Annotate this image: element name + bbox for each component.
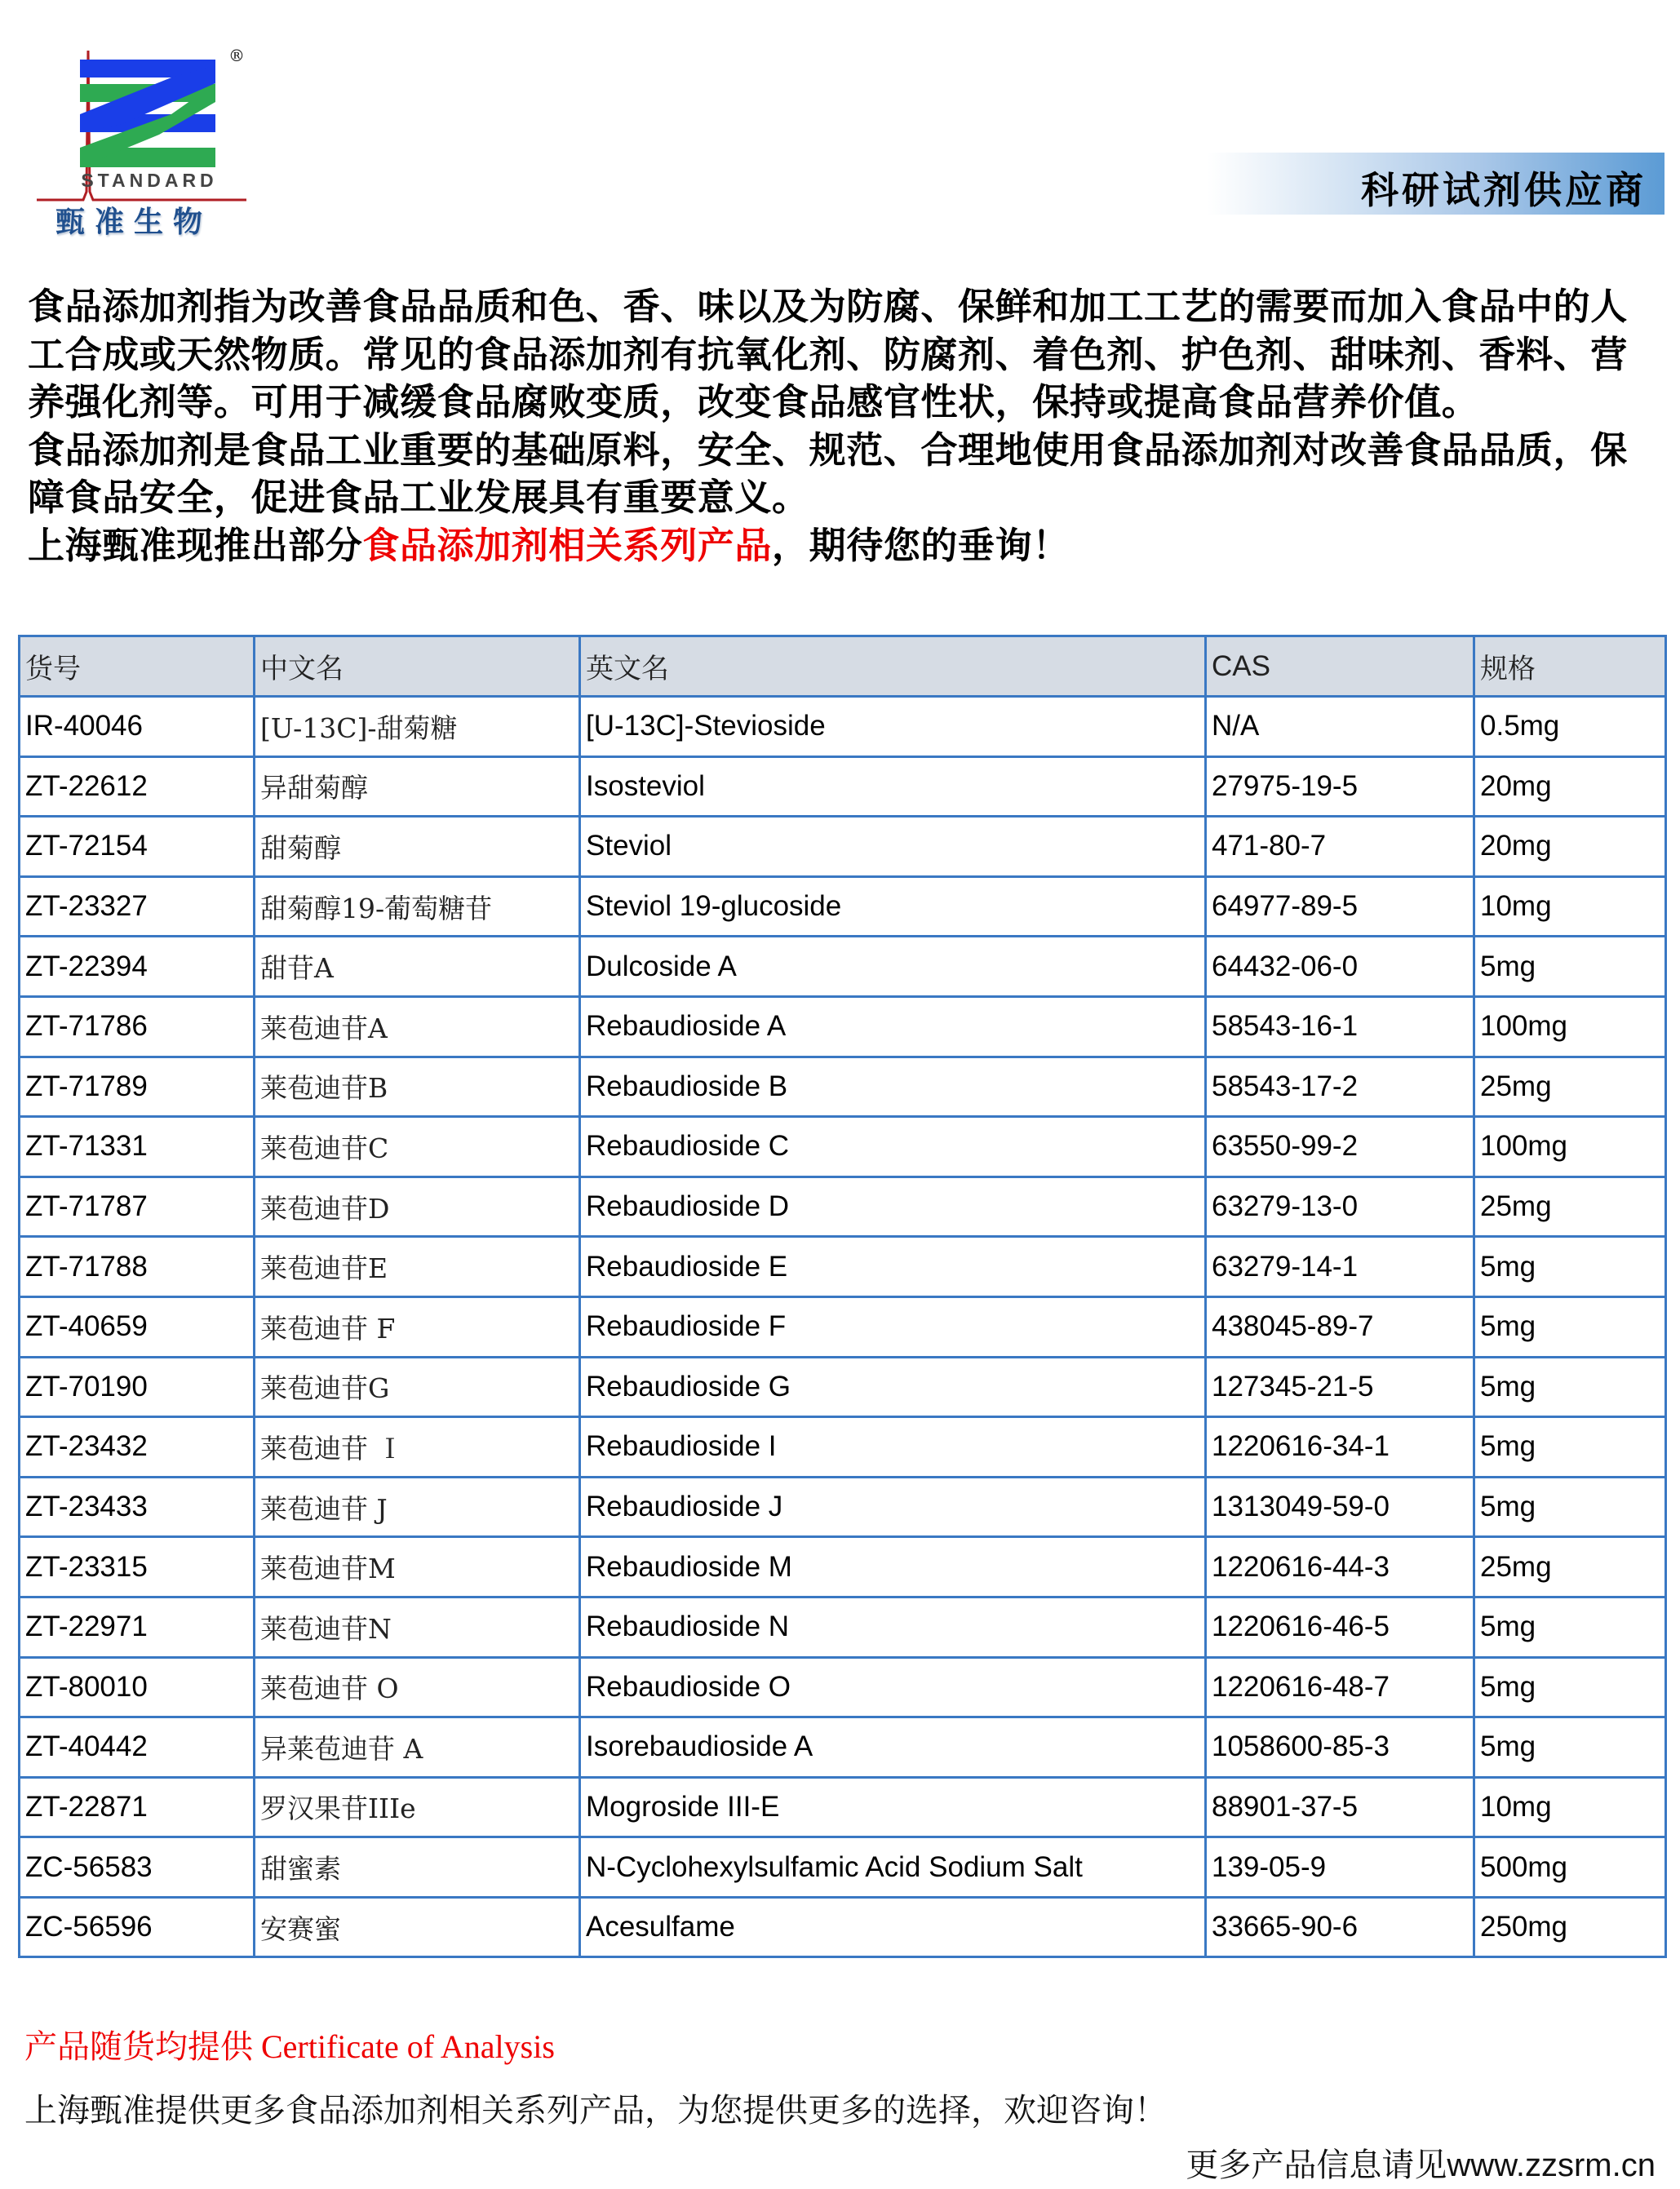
cell-chinese-name: 莱苞迪苷D <box>255 1176 580 1237</box>
cell-spec: 500mg <box>1474 1837 1666 1898</box>
cell-cas: 27975-19-5 <box>1206 756 1474 817</box>
cell-english-name: Rebaudioside E <box>580 1237 1206 1297</box>
cell-spec: 20mg <box>1474 756 1666 817</box>
cell-english-name: Rebaudioside J <box>580 1477 1206 1537</box>
cell-catalog-no: ZT-71331 <box>20 1117 255 1177</box>
header-catalog-no: 货号 <box>20 636 255 697</box>
cell-english-name: Mogroside III-E <box>580 1777 1206 1837</box>
cell-english-name: N-Cyclohexylsulfamic Acid Sodium Salt <box>580 1837 1206 1898</box>
cell-spec: 100mg <box>1474 996 1666 1057</box>
cell-cas: 1313049-59-0 <box>1206 1477 1474 1537</box>
cell-catalog-no: ZC-56596 <box>20 1897 255 1957</box>
table-row <box>20 1237 1666 1297</box>
cell-spec: 5mg <box>1474 1717 1666 1778</box>
cell-english-name: Rebaudioside G <box>580 1357 1206 1417</box>
cell-chinese-name: 异莱苞迪苷 A <box>255 1717 580 1778</box>
cell-spec: 5mg <box>1474 1657 1666 1717</box>
cell-chinese-name: 甜菊醇 <box>255 817 580 877</box>
cell-spec: 20mg <box>1474 817 1666 877</box>
cell-catalog-no: ZT-22971 <box>20 1597 255 1657</box>
cell-english-name: Rebaudioside A <box>580 996 1206 1057</box>
cell-english-name: Rebaudioside I <box>580 1417 1206 1478</box>
cell-cas: 1220616-46-5 <box>1206 1597 1474 1657</box>
cell-chinese-name: 莱苞迪苷G <box>255 1357 580 1417</box>
cell-catalog-no: ZT-22612 <box>20 756 255 817</box>
cell-spec: 0.5mg <box>1474 697 1666 757</box>
cell-catalog-no: ZT-23433 <box>20 1477 255 1537</box>
cell-catalog-no: ZT-22871 <box>20 1777 255 1837</box>
cell-spec: 5mg <box>1474 937 1666 997</box>
cell-cas: 63279-14-1 <box>1206 1237 1474 1297</box>
table-row <box>20 1657 1666 1717</box>
cell-spec: 250mg <box>1474 1897 1666 1957</box>
cell-cas: 88901-37-5 <box>1206 1777 1474 1837</box>
cell-english-name: Rebaudioside M <box>580 1537 1206 1597</box>
cell-english-name: Steviol 19-glucoside <box>580 876 1206 937</box>
brand-name-en: STANDARD <box>81 170 218 191</box>
cell-catalog-no: ZT-23432 <box>20 1417 255 1478</box>
cell-cas: 58543-17-2 <box>1206 1057 1474 1117</box>
cell-cas: 63550-99-2 <box>1206 1117 1474 1177</box>
cell-chinese-name: 莱苞迪苷N <box>255 1597 580 1657</box>
header-spec: 规格 <box>1474 636 1666 697</box>
cell-chinese-name: 甜苷A <box>255 937 580 997</box>
table-row <box>20 937 1666 997</box>
cell-english-name: Isorebaudioside A <box>580 1717 1206 1778</box>
intro-suffix: ，期待您的垂询！ <box>772 523 1070 567</box>
cell-chinese-name: 莱苞迪苷 O <box>255 1657 580 1717</box>
table-row <box>20 996 1666 1057</box>
table-row <box>20 817 1666 877</box>
cell-cas: 139-05-9 <box>1206 1837 1474 1898</box>
cell-catalog-no: ZT-72154 <box>20 817 255 877</box>
cell-english-name: Isosteviol <box>580 756 1206 817</box>
table-row <box>20 1897 1666 1957</box>
cell-catalog-no: ZT-22394 <box>20 937 255 997</box>
table-row <box>20 1176 1666 1237</box>
cell-spec: 5mg <box>1474 1477 1666 1537</box>
table-row <box>20 1537 1666 1597</box>
website-link[interactable]: www.zzsrm.cn <box>1447 2147 1656 2183</box>
cell-spec: 25mg <box>1474 1057 1666 1117</box>
cell-catalog-no: ZT-23327 <box>20 876 255 937</box>
cell-catalog-no: ZT-71786 <box>20 996 255 1057</box>
coa-note: 产品随货均提供 Certificate of Analysis <box>24 2028 555 2065</box>
cell-chinese-name: 甜蜜素 <box>255 1837 580 1898</box>
cell-chinese-name: 莱苞迪苷 Ｉ <box>255 1417 580 1478</box>
cell-cas: 1220616-48-7 <box>1206 1657 1474 1717</box>
cell-english-name: Steviol <box>580 817 1206 877</box>
registered-mark: ® <box>228 46 245 65</box>
table-row <box>20 1477 1666 1537</box>
table-row <box>20 1777 1666 1837</box>
table-header-row <box>20 636 1666 697</box>
cell-chinese-name: 安赛蜜 <box>255 1897 580 1957</box>
cell-english-name: Rebaudioside O <box>580 1657 1206 1717</box>
website-line <box>1186 2139 1656 2186</box>
cell-cas: 33665-90-6 <box>1206 1897 1474 1957</box>
cell-spec: 100mg <box>1474 1117 1666 1177</box>
intro-paragraph-1: 食品添加剂指为改善食品品质和色、香、味以及为防腐、保鲜和加工工艺的需要而加入食品中的人工合成或天然物质。常见的食品添加剂有抗氧化剂、防腐剂、着色剂、护色剂、甜味剂、香料、营养强化剂等。可用于减缓食品腐败变质，改变食品感官性状，保持或提高食品营养价值。 <box>28 285 1628 423</box>
cell-english-name: [U-13C]-Stevioside <box>580 697 1206 757</box>
table-row <box>20 1597 1666 1657</box>
cell-english-name: Rebaudioside B <box>580 1057 1206 1117</box>
tagline-banner <box>1208 153 1664 215</box>
cell-spec: 10mg <box>1474 1777 1666 1837</box>
cell-cas: 58543-16-1 <box>1206 996 1474 1057</box>
cell-chinese-name: 莱苞迪苷E <box>255 1237 580 1297</box>
header-chinese-name: 中文名 <box>255 636 580 697</box>
cell-english-name: Rebaudioside D <box>580 1176 1206 1237</box>
intro-paragraph-2: 食品添加剂是食品工业重要的基础原料，安全、规范、合理地使用食品添加剂对改善食品品质，保障食品安全，促进食品工业发展具有重要意义。 <box>28 428 1628 519</box>
intro-section <box>28 283 1651 569</box>
cell-catalog-no: ZC-56583 <box>20 1837 255 1898</box>
cell-cas: 471-80-7 <box>1206 817 1474 877</box>
table-row <box>20 1117 1666 1177</box>
cell-cas: 1058600-85-3 <box>1206 1717 1474 1778</box>
cell-catalog-no: ZT-40442 <box>20 1717 255 1778</box>
cell-chinese-name: 莱苞迪苷 F <box>255 1296 580 1357</box>
table-row <box>20 756 1666 817</box>
cell-english-name: Rebaudioside F <box>580 1296 1206 1357</box>
cell-english-name: Dulcoside A <box>580 937 1206 997</box>
cell-catalog-no: ZT-70190 <box>20 1357 255 1417</box>
table-row <box>20 1296 1666 1357</box>
cell-catalog-no: ZT-71789 <box>20 1057 255 1117</box>
product-table <box>18 635 1667 1958</box>
more-products-note: 上海甄准提供更多食品添加剂相关系列产品，为您提供更多的选择，欢迎咨询！ <box>24 2092 1167 2129</box>
cell-english-name: Rebaudioside C <box>580 1117 1206 1177</box>
intro-prefix: 上海甄准现推出部分 <box>28 523 363 567</box>
table-row <box>20 1357 1666 1417</box>
cell-cas: 63279-13-0 <box>1206 1176 1474 1237</box>
brand-name-cn: 甄准生物 <box>55 206 213 239</box>
cell-chinese-name: 罗汉果苷IIIe <box>255 1777 580 1837</box>
cell-spec: 25mg <box>1474 1537 1666 1597</box>
cell-chinese-name: [U-13C]-甜菊糖 <box>255 697 580 757</box>
cell-cas: 127345-21-5 <box>1206 1357 1474 1417</box>
tagline-text: 科研试剂供应商 <box>1361 168 1647 212</box>
cell-cas: 1220616-44-3 <box>1206 1537 1474 1597</box>
cell-spec: 5mg <box>1474 1597 1666 1657</box>
cell-catalog-no: ZT-40659 <box>20 1296 255 1357</box>
cell-chinese-name: 甜菊醇19-葡萄糖苷 <box>255 876 580 937</box>
cell-spec: 5mg <box>1474 1357 1666 1417</box>
cell-chinese-name: 莱苞迪苷B <box>255 1057 580 1117</box>
website-prefix: 更多产品信息请见 <box>1186 2147 1447 2184</box>
cell-english-name: Rebaudioside N <box>580 1597 1206 1657</box>
cell-catalog-no: ZT-71788 <box>20 1237 255 1297</box>
cell-cas: N/A <box>1206 697 1474 757</box>
cell-spec: 10mg <box>1474 876 1666 937</box>
table-row <box>20 1837 1666 1898</box>
cell-spec: 5mg <box>1474 1417 1666 1478</box>
intro-paragraph-3 <box>28 522 1651 570</box>
table-row <box>20 1057 1666 1117</box>
cell-cas: 64977-89-5 <box>1206 876 1474 937</box>
table-row <box>20 697 1666 757</box>
cell-catalog-no: ZT-80010 <box>20 1657 255 1717</box>
product-series-highlight: 食品添加剂相关系列产品 <box>362 523 773 567</box>
table-row <box>20 1717 1666 1778</box>
company-logo <box>24 33 269 245</box>
cell-chinese-name: 莱苞迪苷M <box>255 1537 580 1597</box>
cell-catalog-no: ZT-23315 <box>20 1537 255 1597</box>
table-row <box>20 876 1666 937</box>
header-english-name: 英文名 <box>580 636 1206 697</box>
cell-chinese-name: 莱苞迪苷C <box>255 1117 580 1177</box>
cell-catalog-no: ZT-71787 <box>20 1176 255 1237</box>
cell-chinese-name: 异甜菊醇 <box>255 756 580 817</box>
cell-catalog-no: IR-40046 <box>20 697 255 757</box>
cell-cas: 438045-89-7 <box>1206 1296 1474 1357</box>
cell-cas: 1220616-34-1 <box>1206 1417 1474 1478</box>
cell-cas: 64432-06-0 <box>1206 937 1474 997</box>
cell-chinese-name: 莱苞迪苷A <box>255 996 580 1057</box>
cell-chinese-name: 莱苞迪苷 J <box>255 1477 580 1537</box>
cell-spec: 5mg <box>1474 1237 1666 1297</box>
cell-spec: 5mg <box>1474 1296 1666 1357</box>
table-row <box>20 1417 1666 1478</box>
cell-english-name: Acesulfame <box>580 1897 1206 1957</box>
cell-spec: 25mg <box>1474 1176 1666 1237</box>
header-cas: CAS <box>1206 636 1474 697</box>
